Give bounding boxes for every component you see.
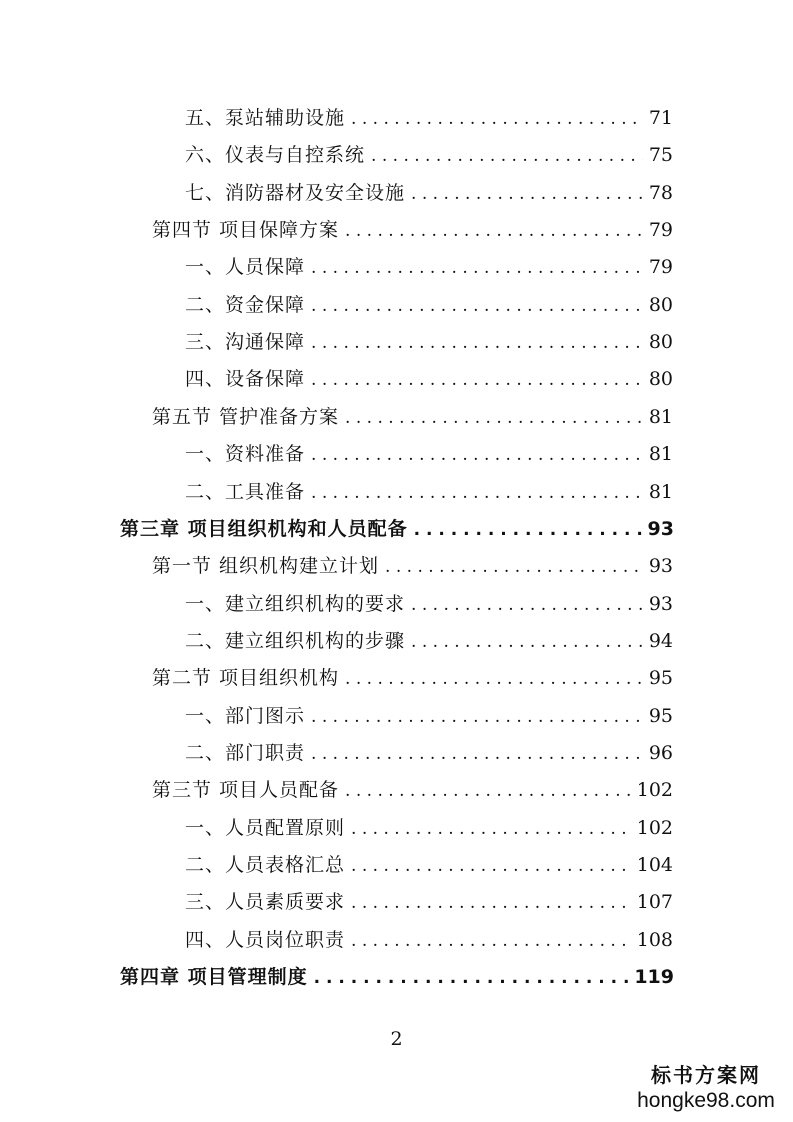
toc-entry[interactable] xyxy=(185,287,673,323)
toc-entry-page: 95 xyxy=(648,704,673,727)
toc-entry-page: 93 xyxy=(648,555,673,578)
toc-entry-page: 80 xyxy=(648,331,673,354)
toc-entry[interactable] xyxy=(120,959,674,995)
toc-entry-title: 二、资金保障 xyxy=(185,287,305,323)
watermark-logo xyxy=(631,1062,781,1114)
toc-leader-dots xyxy=(411,624,643,660)
watermark-url: hongke98.com xyxy=(637,1089,775,1112)
watermark-site-name: 标书方案网 xyxy=(651,1063,761,1087)
toc-entry-page: 96 xyxy=(648,741,673,764)
toc-entry-page: 75 xyxy=(648,144,673,167)
toc-leader-dots xyxy=(351,885,631,921)
toc-entry-page: 94 xyxy=(648,629,673,652)
toc-entry[interactable] xyxy=(185,810,673,846)
toc-leader-dots xyxy=(351,923,631,959)
toc-entry-page: 81 xyxy=(648,443,673,466)
toc-entry-title: 一、人员配置原则 xyxy=(185,810,345,846)
toc-leader-dots xyxy=(311,288,643,324)
toc-entry-title: 六、仪表与自控系统 xyxy=(185,137,365,173)
toc-entry[interactable] xyxy=(185,847,673,883)
toc-entry[interactable] xyxy=(185,623,673,659)
toc-entry-title: 二、建立组织机构的步骤 xyxy=(185,623,405,659)
toc-leader-dots xyxy=(371,138,643,174)
toc-entry-title: 二、工具准备 xyxy=(185,474,305,510)
toc-leader-dots xyxy=(311,325,643,361)
toc-entry[interactable] xyxy=(152,548,673,584)
toc-entry-title: 四、人员岗位职责 xyxy=(185,922,345,958)
toc-entry-page: 71 xyxy=(648,107,673,129)
toc-entry-title: 一、人员保障 xyxy=(185,249,305,285)
toc-entry-title: 第三章 项目组织机构和人员配备 xyxy=(120,511,408,547)
toc-entry-title: 第四节 项目保障方案 xyxy=(152,212,339,248)
toc-entry-page: 95 xyxy=(648,667,673,690)
toc-entry[interactable] xyxy=(152,212,673,248)
toc-entry[interactable] xyxy=(185,249,673,285)
toc-leader-dots xyxy=(314,960,629,996)
toc-entry[interactable] xyxy=(185,324,673,360)
toc-entry-title: 五、泵站辅助设施 xyxy=(185,100,345,136)
toc-entry-title: 二、人员表格汇总 xyxy=(185,847,345,883)
toc-entry[interactable] xyxy=(185,735,673,771)
toc-entry[interactable] xyxy=(185,698,673,734)
toc-entry[interactable] xyxy=(185,436,673,472)
toc-entry-title: 一、资料准备 xyxy=(185,436,305,472)
toc-entry-page: 80 xyxy=(648,293,673,316)
toc-entry[interactable] xyxy=(152,660,673,696)
toc-leader-dots xyxy=(311,250,643,286)
toc-entry-title: 三、人员素质要求 xyxy=(185,884,345,920)
toc-entry-page: 107 xyxy=(636,891,673,914)
toc-entry[interactable] xyxy=(120,511,674,547)
toc-entry[interactable] xyxy=(185,884,673,920)
toc-entry[interactable] xyxy=(152,399,673,435)
toc-leader-dots xyxy=(411,176,643,212)
toc-entry-title: 三、沟通保障 xyxy=(185,324,305,360)
toc-entry-title: 第四章 项目管理制度 xyxy=(120,959,308,995)
toc-entry-title: 四、设备保障 xyxy=(185,361,305,397)
toc-entry-title: 一、部门图示 xyxy=(185,698,305,734)
toc-leader-dots xyxy=(311,362,643,398)
toc-leader-dots xyxy=(311,699,643,735)
toc-leader-dots xyxy=(345,773,631,809)
toc-entry-page: 104 xyxy=(636,854,673,876)
toc-entry-title: 第一节 组织机构建立计划 xyxy=(152,548,379,584)
toc-entry-page: 79 xyxy=(648,256,673,279)
toc-entry-page: 93 xyxy=(648,592,673,615)
toc-leader-dots xyxy=(345,400,643,436)
page-number: 2 xyxy=(390,1028,403,1050)
toc-leader-dots xyxy=(351,848,631,884)
toc-entry[interactable] xyxy=(185,137,673,173)
toc-entry-title: 第五节 管护准备方案 xyxy=(152,399,339,435)
toc-entry-page: 102 xyxy=(636,779,673,802)
toc-entry-page: 79 xyxy=(648,219,673,242)
toc-entry-page: 78 xyxy=(648,181,673,204)
toc-leader-dots xyxy=(311,475,643,511)
toc-entry-page: 108 xyxy=(636,928,673,951)
toc-entry[interactable] xyxy=(185,474,673,510)
toc-entry[interactable] xyxy=(185,361,673,397)
toc-leader-dots xyxy=(345,213,643,249)
toc-leader-dots xyxy=(414,512,642,548)
toc-leader-dots xyxy=(351,811,631,847)
toc-entry-page: 102 xyxy=(636,816,673,839)
toc-leader-dots xyxy=(311,736,643,772)
toc-entry-page: 80 xyxy=(648,368,673,391)
toc-entry[interactable] xyxy=(152,772,673,808)
toc-entry-page: 81 xyxy=(648,405,673,428)
toc-leader-dots xyxy=(411,587,643,623)
toc-entry-title: 二、部门职责 xyxy=(185,735,305,771)
toc-leader-dots xyxy=(345,661,643,697)
toc-entry[interactable] xyxy=(185,586,673,622)
toc-leader-dots xyxy=(311,437,643,473)
toc-entry-title: 一、建立组织机构的要求 xyxy=(185,586,405,622)
toc-leader-dots xyxy=(351,101,643,137)
toc-entry[interactable] xyxy=(185,175,673,211)
toc-entry-title: 第三节 项目人员配备 xyxy=(152,772,339,808)
toc-leader-dots xyxy=(385,549,643,585)
toc-entry-page: 119 xyxy=(634,966,674,989)
toc-entry[interactable] xyxy=(185,922,673,958)
toc-entry-page: 93 xyxy=(647,517,674,540)
toc-entry-title: 七、消防器材及安全设施 xyxy=(185,175,405,211)
toc-entry-title: 第二节 项目组织机构 xyxy=(152,660,339,696)
toc-entry[interactable] xyxy=(185,100,673,136)
toc-entry-page: 81 xyxy=(648,480,673,503)
